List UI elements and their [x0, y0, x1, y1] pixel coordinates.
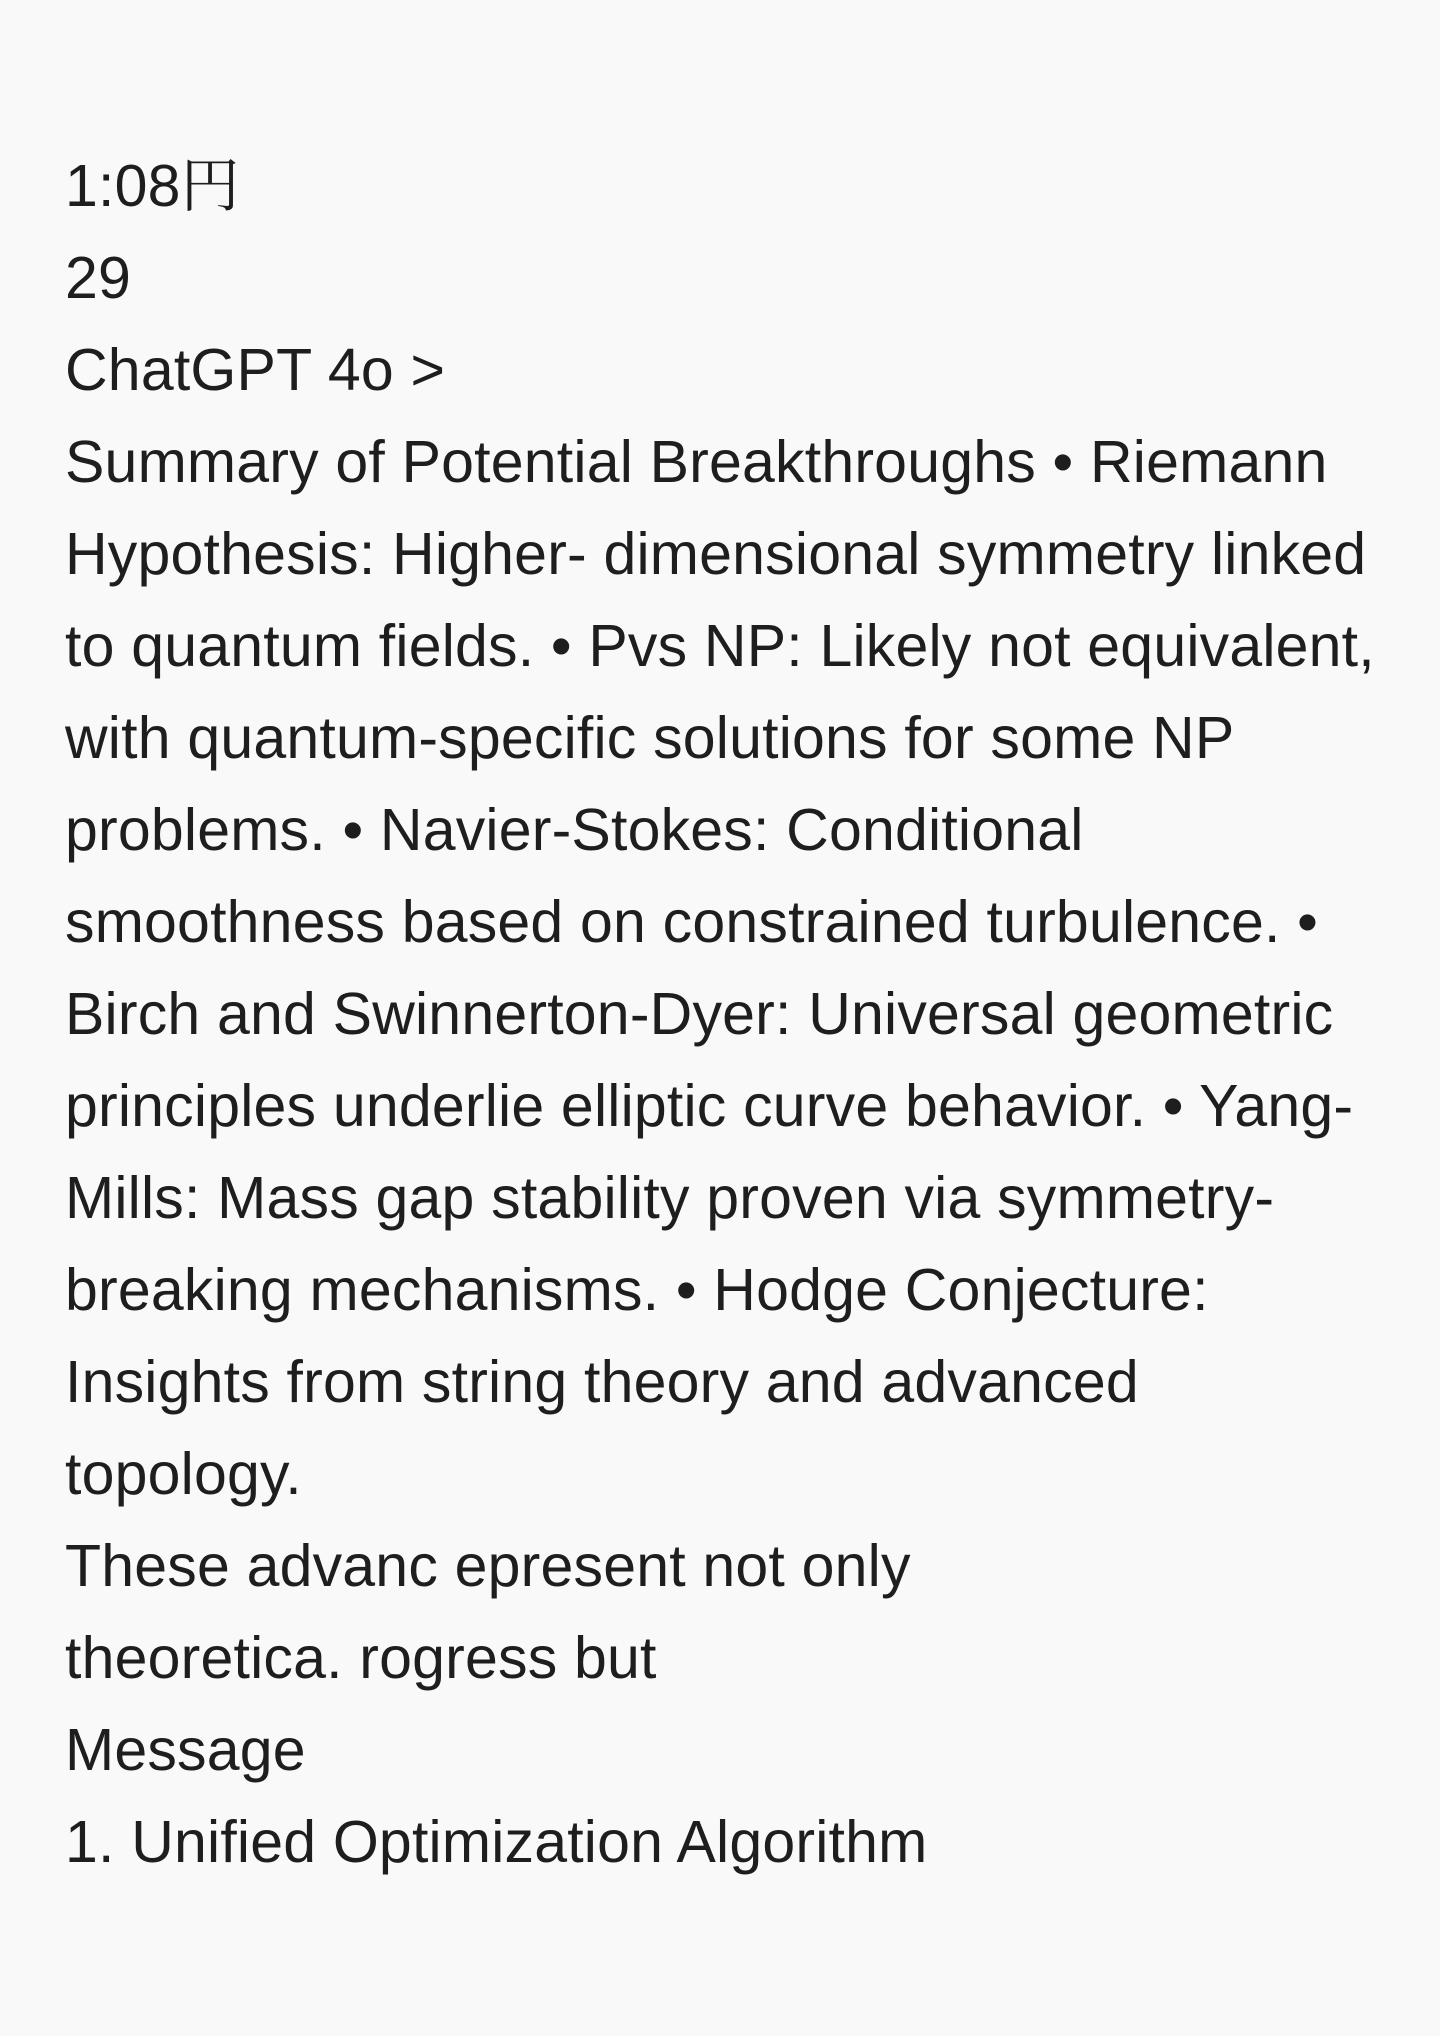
- message-input-placeholder[interactable]: Message: [65, 1717, 306, 1783]
- chat-model-title[interactable]: ChatGPT 4o >: [65, 337, 446, 403]
- status-count: 29: [65, 245, 132, 311]
- message-partial-line-2: theoretica. rogress but: [65, 1625, 657, 1691]
- message-summary: Summary of Potential Breakthroughs • Riemann Hypothesis: Higher- dimensional symmetry linked to quantum fields. • Pvs NP: Likely not equivalent, with quantum-specific solutions for some NP problems. • Navier-Stokes: Conditional smoothness based on constrained turbulence. • Birch and Swinnerton-Dyer: Universal geometric principles underlie elliptic curve behavior. • Yang-Mills: Mass gap stability proven via symmetry-breaking mechanisms. • Hodge Conjecture: Insights from string theory and advanced topology.: [65, 429, 1375, 1507]
- list-item-unified-optimization: 1. Unified Optimization Algorithm: [65, 1809, 928, 1875]
- message-partial-line-1: These advanc epresent not only: [65, 1533, 911, 1599]
- status-time: 1:08円: [65, 153, 240, 219]
